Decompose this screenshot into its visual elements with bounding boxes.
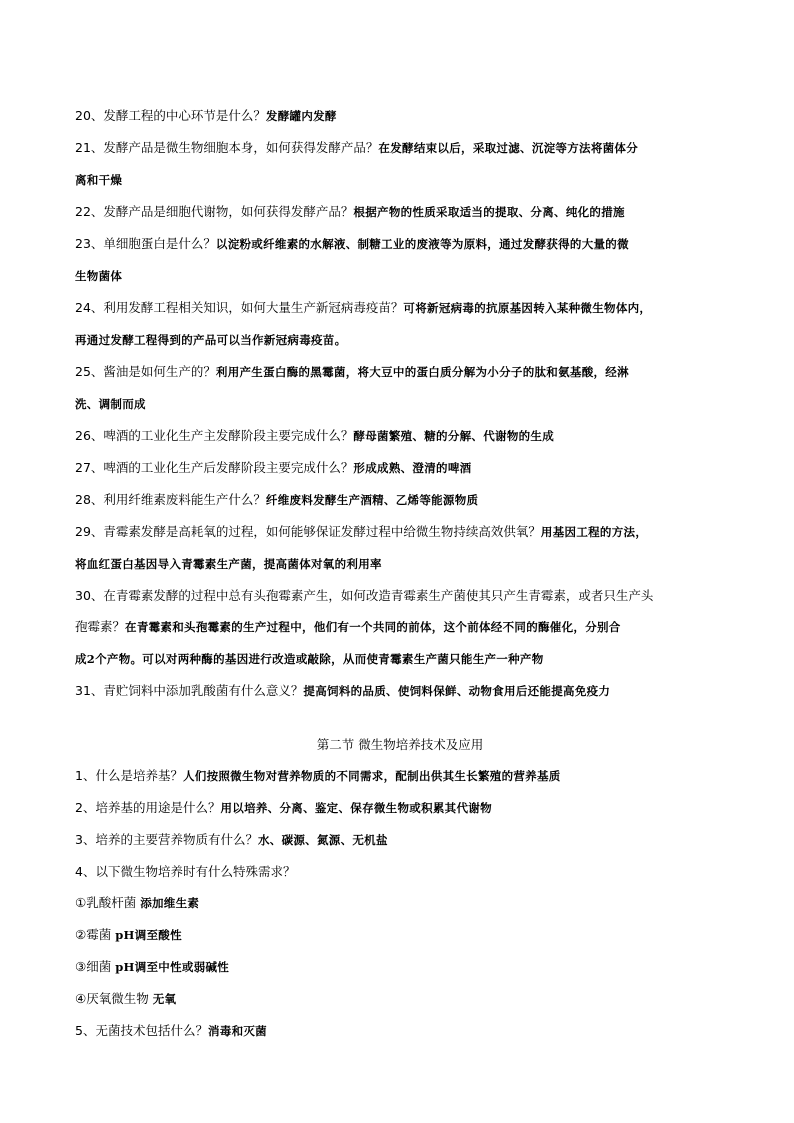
section-question-3: [75, 824, 725, 856]
question-text: 21、发酵产品是微生物细胞本身，如何获得发酵产品？: [75, 140, 379, 155]
question-text: 29、青霉素发酵是高耗氧的过程，如何能够保证发酵过程中给微生物持续高效供氧？: [75, 524, 541, 539]
question-text: 26、啤酒的工业化生产主发酵阶段主要完成什么？: [75, 428, 354, 443]
sub-item-lactobacillus: [75, 887, 725, 919]
answer-text: 以淀粉或纤维素的水解液、制糖工业的废液等为原料，通过发酵获得的大量的微: [215, 237, 629, 251]
question-text: 孢霉素？: [75, 619, 126, 634]
section-title: 第二节 微生物培养技术及应用: [316, 737, 484, 752]
answer-text: 酵母菌繁殖、糖的分解、代谢物的生成: [353, 429, 555, 443]
question-text: ①乳酸杆菌: [75, 895, 141, 910]
answer-text: 发酵罐内发酵: [265, 109, 337, 123]
answer-text: pH调至酸性: [115, 928, 182, 942]
question-25-continuation: [75, 388, 725, 420]
question-30-continuation-2: [75, 643, 725, 675]
question-28: [75, 484, 725, 516]
question-text: 31、青贮饲料中添加乳酸菌有什么意义？: [75, 683, 304, 698]
question-23: [75, 228, 725, 260]
question-text: ②霉菌: [75, 927, 116, 942]
answer-text: 纤维废料发酵生产酒精、乙烯等能源物质: [265, 493, 479, 507]
answer-text: 可将新冠病毒的抗原基因转入某种微生物体内，: [403, 301, 652, 315]
question-text: 25、酱油是如何生产的？: [75, 364, 216, 379]
answer-text: 形成成熟、澄清的啤酒: [353, 461, 472, 475]
question-25: [75, 356, 725, 388]
sub-item-mold: [75, 919, 725, 951]
answer-text: 在青霉素和头孢霉素的生产过程中，他们有一个共同的前体，这个前体经不同的酶催化，分别合: [125, 620, 621, 634]
answer-text: 消毒和灭菌: [207, 1024, 267, 1038]
answer-text: 用基因工程的方法，: [540, 525, 648, 539]
question-22: [75, 196, 725, 228]
answer-text: 添加维生素: [140, 896, 200, 910]
question-text: 2、培养基的用途是什么？: [75, 800, 221, 815]
question-21: [75, 132, 725, 164]
question-text: 3、培养的主要营养物质有什么？: [75, 832, 258, 847]
question-text: 27、啤酒的工业化生产后发酵阶段主要完成什么？: [75, 460, 354, 475]
question-20: [75, 100, 725, 132]
answer-text: 水、碳源、氮源、无机盐: [257, 833, 388, 847]
question-21-continuation: [75, 164, 725, 196]
question-text: 5、无菌技术包括什么？: [75, 1023, 208, 1038]
sub-item-anaerobe: [75, 983, 725, 1015]
question-27: [75, 452, 725, 484]
question-text: 20、发酵工程的中心环节是什么？: [75, 108, 266, 123]
question-29-continuation: [75, 548, 725, 580]
question-23-continuation: [75, 260, 725, 292]
question-31: [75, 675, 725, 707]
answer-text: 用以培养、分离、鉴定、保存微生物或积累其代谢物: [220, 801, 492, 815]
section-question-1: [75, 760, 725, 792]
question-24-continuation: [75, 324, 725, 356]
answer-text: 成2个产物。可以对两种酶的基因进行改造或敲除，从而使青霉素生产菌只能生产一种产物: [75, 652, 544, 666]
question-text: 23、单细胞蛋白是什么？: [75, 236, 216, 251]
question-text: 30、在青霉素发酵的过程中总有头孢霉素产生，如何改造青霉素生产菌使其只产生青霉素，或者只生产头: [75, 588, 654, 603]
question-29: [75, 516, 725, 548]
document-page: [75, 100, 725, 1047]
question-30-continuation: [75, 611, 725, 643]
answer-text: 离和干燥: [75, 173, 123, 187]
answer-text: 洗、调制而成: [75, 397, 146, 411]
answer-text: 无氧: [152, 992, 177, 1006]
section-question-4: [75, 856, 725, 887]
section-question-5: [75, 1015, 725, 1047]
answer-text: 将血红蛋白基因导入青霉素生产菌，提高菌体对氧的利用率: [75, 557, 382, 571]
question-24: [75, 292, 725, 324]
question-text: ③细菌: [75, 959, 116, 974]
question-26: [75, 420, 725, 452]
answer-text: pH调至中性或弱碱性: [115, 960, 230, 974]
answer-text: 根据产物的性质采取适当的提取、分离、纯化的措施: [353, 205, 625, 219]
answer-text: 在发酵结束以后，采取过滤、沉淀等方法将菌体分: [378, 141, 639, 155]
sub-item-bacteria: [75, 951, 725, 983]
question-text: 24、利用发酵工程相关知识，如何大量生产新冠病毒疫苗？: [75, 300, 404, 315]
question-text: ④厌氧微生物: [75, 991, 153, 1006]
question-text: 22、发酵产品是细胞代谢物，如何获得发酵产品？: [75, 204, 354, 219]
answer-text: 利用产生蛋白酶的黑霉菌，将大豆中的蛋白质分解为小分子的肽和氨基酸，经淋: [215, 365, 629, 379]
question-30: [75, 580, 725, 611]
answer-text: 生物菌体: [75, 269, 123, 283]
answer-text: 提高饲料的品质、使饲料保鲜、动物食用后还能提高免疫力: [303, 684, 611, 698]
question-text: 28、利用纤维素废料能生产什么？: [75, 492, 266, 507]
question-text: 4、以下微生物培养时有什么特殊需求？: [75, 864, 296, 879]
answer-text: 人们按照微生物对营养物质的不同需求，配制出供其生长繁殖的营养基质: [182, 769, 561, 783]
section-question-2: [75, 792, 725, 824]
question-text: 1、什么是培养基？: [75, 768, 183, 783]
answer-text: 再通过发酵工程得到的产品可以当作新冠病毒疫苗。: [75, 333, 347, 347]
